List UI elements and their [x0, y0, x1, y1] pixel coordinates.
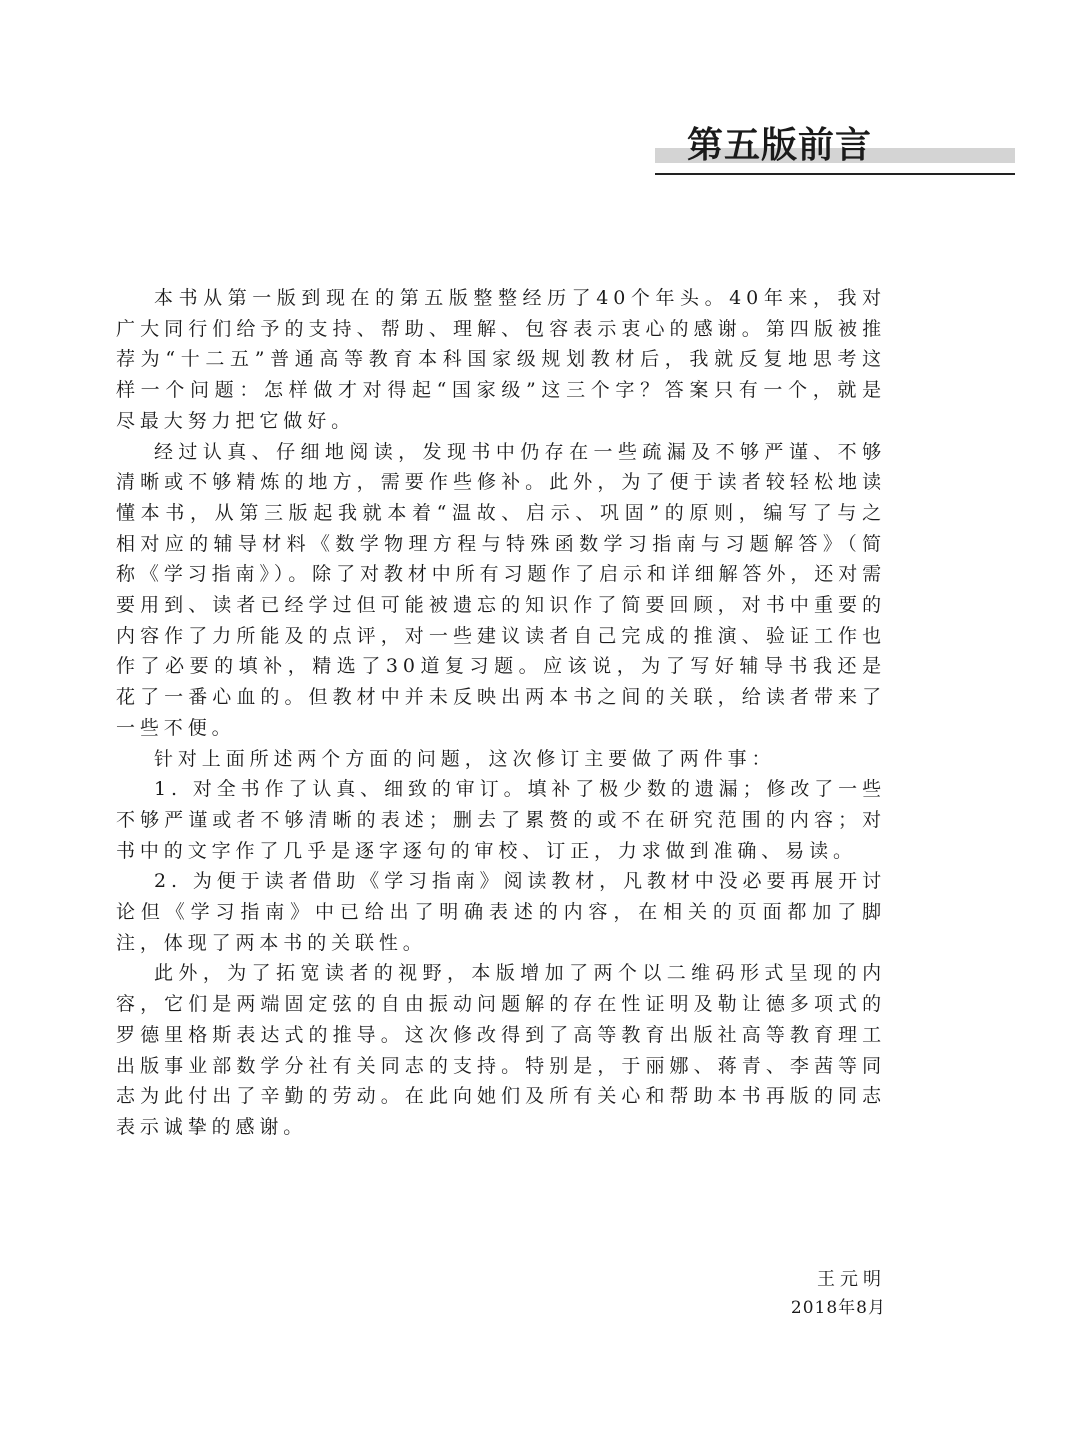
heading-banner	[655, 118, 1015, 178]
signature-date: 2018年8月	[790, 1298, 886, 1318]
author-name: 王元明	[817, 1269, 886, 1290]
paragraph-item-1: 1. 对全书作了认真、细致的审订。填补了极少数的遗漏；修改了一些不够严谨或者不够清晰的表述；删去了累赘的或不在研究范围的内容；对书中的文字作了几乎是逐字逐句的审校、订正，力求做到准确、易读。	[116, 778, 886, 862]
paragraph-revision-reason: 经过认真、仔细地阅读，发现书中仍存在一些疏漏及不够严谨、不够清晰或不够精炼的地方，需要作些修补。此外，为了便于读者较轻松地读懂本书，从第三版起我就本着“温故、启示、巩固”的原则，编写了与之相对应的辅导材料《数学物理方程与特殊函数学习指南与习题解答》（简称《学习指南》）。除了对教材中所有习题作了启示和详细解答外，还对需要用到、读者已经学过但可能被遗忘的知识作了简要回顾，对书中重要的内容作了力所能及的点评，对一些建议读者自己完成的推演、验证工作也作了必要的填补，精选了30道复习题。应该说，为了写好辅导书我还是花了一番心血的。但教材中并未反映出两本书之间的关联，给读者带来了一些不便。	[116, 440, 886, 739]
paragraph-revision-summary: 针对上面所述两个方面的问题，这次修订主要做了两件事：	[154, 747, 776, 770]
preface-body	[116, 283, 886, 1143]
page-title: 第五版前言	[687, 125, 873, 166]
paragraph-acknowledgement: 此外，为了拓宽读者的视野，本版增加了两个以二维码形式呈现的内容，它们是两端固定弦的自由振动问题解的存在性证明及勒让德多项式的罗德里格斯表达式的推导。这次修改得到了高等教育出版社高等教育理工出版事业部数学分社有关同志的支持。特别是，于丽娜、蒋青、李茜等同志为此付出了辛勤的劳动。在此向她们及所有关心和帮助本书再版的同志表示诚挚的感谢。	[116, 962, 886, 1138]
signature-block	[791, 1266, 886, 1322]
paragraph-intro: 本书从第一版到现在的第五版整整经历了40个年头。40年来，我对广大同行们给予的支持、帮助、理解、包容表示衷心的感谢。第四版被推荐为“十二五”普通高等教育本科国家级规划教材后，我就反复地思考这样一个问题：怎样做才对得起“国家级”这三个字？答案只有一个，就是尽最大努力把它做好。	[116, 287, 886, 432]
paragraph-item-2: 2. 为便于读者借助《学习指南》阅读教材，凡教材中没必要再展开讨论但《学习指南》中已给出了明确表述的内容，在相关的页面都加了脚注，体现了两本书的关联性。	[116, 870, 886, 954]
heading-underline	[655, 173, 1015, 175]
